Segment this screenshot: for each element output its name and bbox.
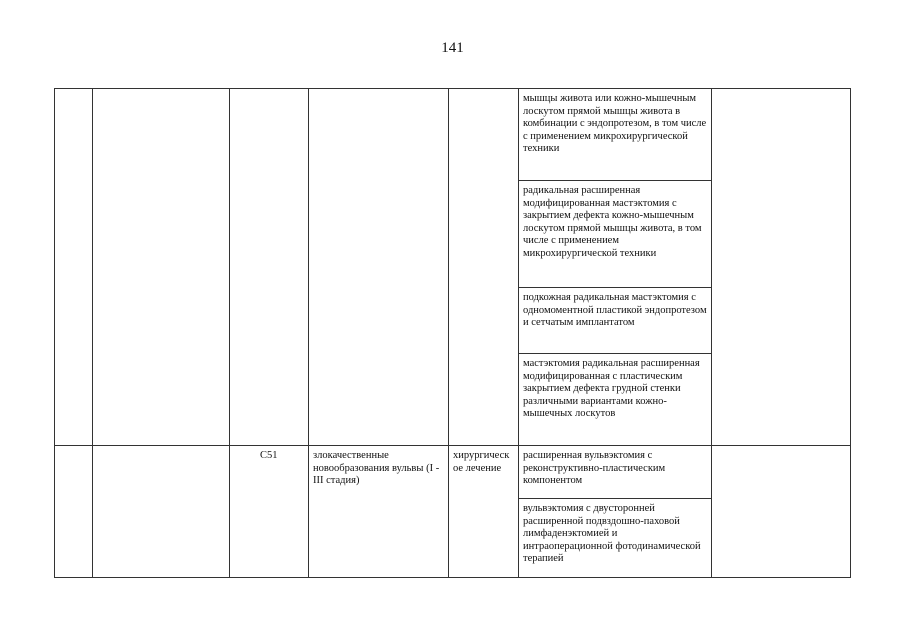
row-number-cell (55, 89, 93, 446)
diagnosis-cell (309, 446, 449, 578)
treatment-type-text: хирургическ ое лечение (453, 450, 510, 474)
diagnosis-cell (309, 89, 449, 446)
method-text: мастэктомия радикальная расширенная модифицированная с пластическим закрытием дефекта грудной стенки различными вариантами кожно-мышечных лоскутов (523, 358, 700, 420)
method-cell (519, 354, 712, 446)
method-cell (519, 181, 712, 288)
method-text: расширенная вульвэктомия с реконструктивно-пластическим компонентом (523, 450, 666, 487)
method-text: вульвэктомия с двусторонней расширенной подвздошно-паховой лимфаденэктомией и интраоперационной фотодинамической терапией (523, 503, 701, 565)
method-cell (519, 499, 712, 578)
profile-cell (93, 446, 230, 578)
treatment-type-cell (449, 446, 519, 578)
method-cell (519, 89, 712, 181)
cost-cell (712, 89, 851, 446)
treatment-methods-table (54, 88, 851, 578)
icd-code-cell (230, 446, 309, 578)
method-cell (519, 446, 712, 499)
method-text: подкожная радикальная мастэктомия с одномоментной пластикой эндопротезом и сетчатым имплантатом (523, 292, 707, 329)
table-row (55, 446, 851, 499)
page-number: 141 (441, 40, 464, 56)
method-text: мышцы живота или кожно-мышечным лоскутом прямой мышцы живота в комбинации с эндопротезом, в том числе с применением микрохирургической техники (523, 93, 707, 155)
method-text: радикальная расширенная модифицированная мастэктомия с закрытием дефекта кожно-мышечным лоскутом прямой мышцы живота, в том числе с применением микрохирургической техники (523, 185, 702, 259)
method-cell (519, 288, 712, 354)
icd-code-cell (230, 89, 309, 446)
treatment-type-cell (449, 89, 519, 446)
cost-cell (712, 446, 851, 578)
diagnosis-text: злокачественные новообразования вульвы (I - III стадия) (313, 450, 440, 487)
profile-cell (93, 89, 230, 446)
table-row (55, 89, 851, 181)
icd-code: C51 (260, 450, 278, 461)
row-number-cell (55, 446, 93, 578)
